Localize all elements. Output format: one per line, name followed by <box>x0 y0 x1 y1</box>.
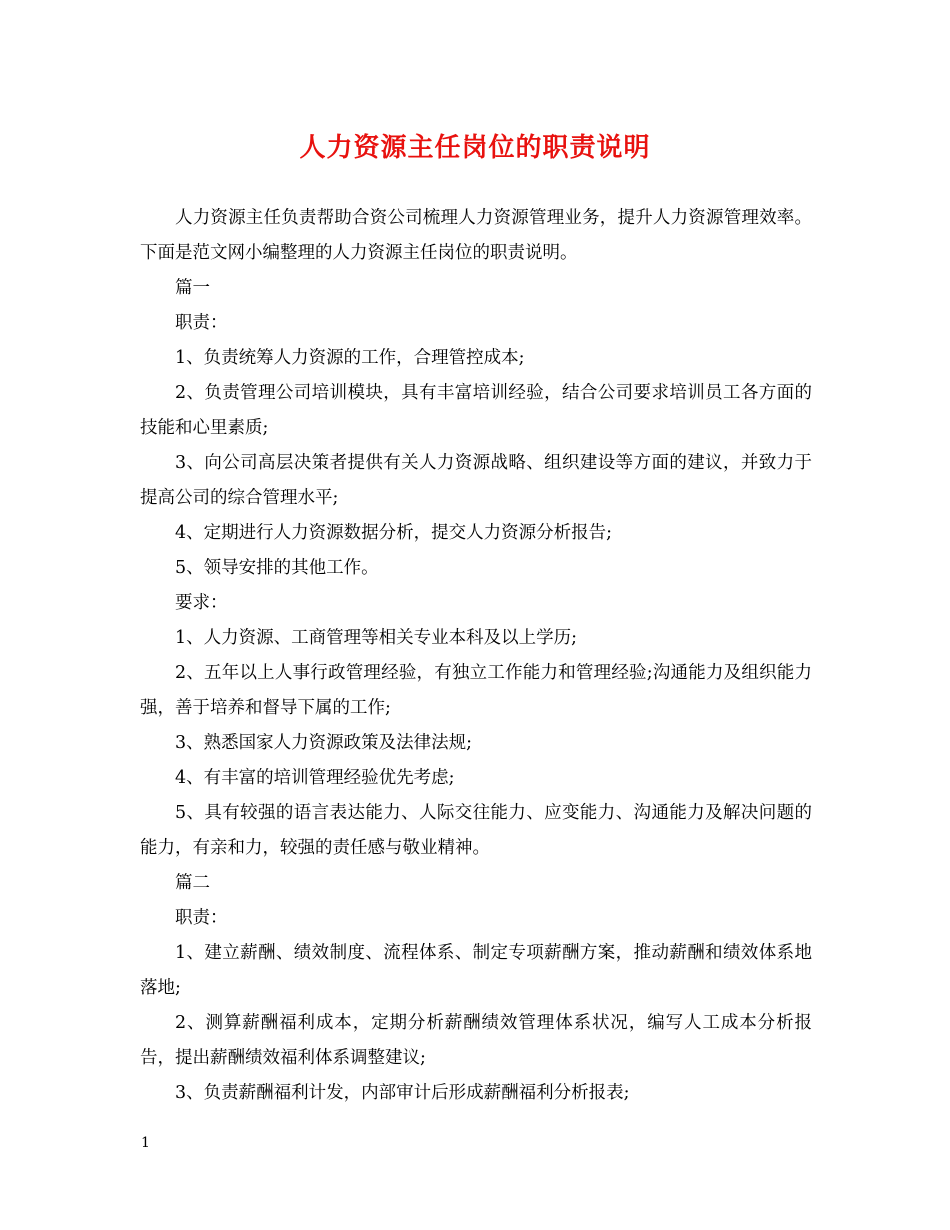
list-item: 3、熟悉国家人力资源政策及法律法规; <box>175 733 473 753</box>
list-item: 5、领导安排的其他工作。 <box>175 558 379 578</box>
subheading-requirements: 要求： <box>175 593 228 613</box>
document-title: 人力资源主任岗位的职责说明 <box>299 133 651 163</box>
list-item: 4、有丰富的培训管理经验优先考虑; <box>175 768 455 788</box>
page-number: 1 <box>141 1135 150 1151</box>
list-item: 2、负责管理公司培训模块，具有丰富培训经验，结合公司要求培训员工各方面的技能和心里素质; <box>140 383 812 438</box>
document-body <box>140 201 812 1111</box>
list-item: 1、人力资源、工商管理等相关专业本科及以上学历; <box>175 628 578 648</box>
list-item: 3、向公司高层决策者提供有关人力资源战略、组织建设等方面的建议，并致力于提高公司的综合管理水平; <box>140 453 812 508</box>
section-heading-part-two: 篇二 <box>175 873 210 893</box>
list-item: 4、定期进行人力资源数据分析，提交人力资源分析报告; <box>175 523 613 543</box>
section-heading-part-one: 篇一 <box>175 278 210 298</box>
list-item: 1、负责统筹人力资源的工作，合理管控成本; <box>175 348 525 368</box>
list-item: 3、负责薪酬福利计发，内部审计后形成薪酬福利分析报表; <box>175 1083 630 1103</box>
subheading-duties: 职责： <box>175 313 228 333</box>
list-item: 5、具有较强的语言表达能力、人际交往能力、应变能力、沟通能力及解决问题的能力，有亲和力，较强的责任感与敬业精神。 <box>140 803 812 858</box>
paragraph-intro: 人力资源主任负责帮助合资公司梳理人力资源管理业务，提升人力资源管理效率。下面是范文网小编整理的人力资源主任岗位的职责说明。 <box>140 208 812 263</box>
list-item: 2、五年以上人事行政管理经验，有独立工作能力和管理经验;沟通能力及组织能力强，善于培养和督导下属的工作; <box>140 663 812 718</box>
subheading-duties: 职责： <box>175 908 228 928</box>
list-item: 2、测算薪酬福利成本，定期分析薪酬绩效管理体系状况，编写人工成本分析报告，提出薪酬绩效福利体系调整建议; <box>140 1013 812 1068</box>
list-item: 1、建立薪酬、绩效制度、流程体系、制定专项薪酬方案，推动薪酬和绩效体系地落地; <box>140 943 812 998</box>
